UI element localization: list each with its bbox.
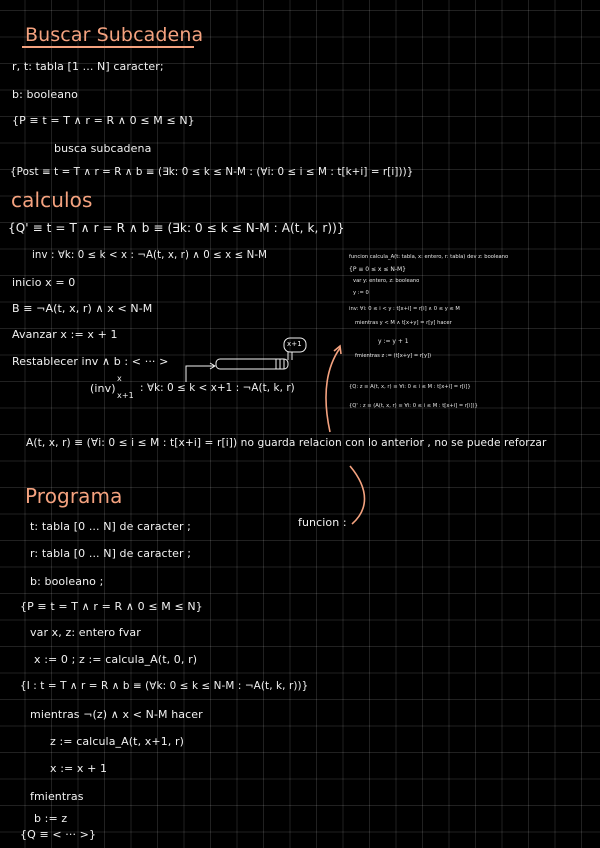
sketch-hatch [276,359,284,369]
sketch-marker-box [284,338,306,352]
side-note-2: {P ≡ 0 ≤ x ≤ N-M} [349,266,406,273]
calculos-heading: calculos [11,188,93,212]
programa-heading: Programa [25,484,123,508]
page-title: Buscar Subcadena [25,24,204,46]
programa-line-8: mientras ¬(z) ∧ x < N-M hacer [30,708,203,721]
sketch-rectangle [216,359,288,369]
sketch-arrow-left [186,366,214,382]
substitution-superscript: x [117,374,122,383]
substitution-subscript: x+1 [117,391,134,400]
sketch-curve-up [326,348,340,432]
calculos-inicio: inicio x = 0 [12,276,76,289]
side-note-5: inv: ∀i: 0 ≤ i < y : t[x+i] = r[i] ∧ 0 ≤ y ≤ M [349,306,460,312]
calculos-condition-b: B ≡ ¬A(t, x, r) ∧ x < N-M [12,302,153,315]
funcion-label: funcion : [298,516,347,529]
programa-line-10: x := x + 1 [50,762,108,775]
side-note-3: var y: entero, z: booleano [353,278,420,284]
calculos-invariant: inv : ∀k: 0 ≤ k < x : ¬A(t, x, r) ∧ 0 ≤ x ≤ N-M [32,250,267,261]
sketch-curve-funcion [350,466,365,524]
side-note-8: fmientras z := (t[x+y] = r[y]) [355,353,432,359]
side-note-4: y := 0 [353,290,369,296]
sketch-marker-label: x+1 [287,340,302,348]
spec-precondition: {P ≡ t = T ∧ r = R ∧ 0 ≤ M ≤ N} [12,114,195,127]
programa-line-4: {P ≡ t = T ∧ r = R ∧ 0 ≤ M ≤ N} [20,600,203,613]
substitution-body: : ∀k: 0 ≤ k < x+1 : ¬A(t, k, r) [140,382,295,394]
programa-line-11: fmientras [30,790,84,803]
a-definition: A(t, x, r) ≡ (∀i: 0 ≤ i ≤ M : t[x+i] = r[i]) no guarda relacion con lo anterior , no se puede reforzar [26,437,547,449]
spec-declaration-2: b: booleano [12,88,78,101]
programa-line-13: {Q ≡ < ··· >} [20,828,97,841]
spec-declaration-1: r, t: tabla [1 ... N] caracter; [12,60,164,73]
programa-line-1: t: tabla [0 ... N] de caracter ; [30,520,191,533]
programa-line-5: var x, z: entero fvar [30,626,141,639]
side-note-9: {Q: z ≡ A(t, x, r) ≡ ∀i: 0 ≤ i ≤ M : t[x+i] = r[i]} [349,384,471,390]
substitution-inv: (inv) [90,382,116,395]
programa-line-12: b := z [34,812,68,825]
side-note-10: {Q' : z ≡ (A(t, x, r) ≡ ∀i: 0 ≤ i ≤ M : t[x+i] = r[i])} [349,403,478,409]
spec-postcondition: {Post ≡ t = T ∧ r = R ∧ b ≡ (∃k: 0 ≤ k ≤ N-M : (∀i: 0 ≤ i ≤ M : t[k+i] = r[i]))} [10,166,414,178]
programa-line-7: {I : t = T ∧ r = R ∧ b ≡ (∀k: 0 ≤ k ≤ N-M : ¬A(t, k, r))} [20,680,309,692]
programa-line-3: b: booleano ; [30,575,104,588]
calculos-restablecer: Restablecer inv ∧ b : < ··· > [12,355,169,368]
sketch-marker-stem [288,352,292,360]
programa-line-6: x := 0 ; z := calcula_A(t, 0, r) [34,653,198,666]
side-note-1: funcion calcula_A(t: tabla, x: entero, r: tabla) dev z: booleano [349,254,509,260]
calculos-q-prime: {Q' ≡ t = T ∧ r = R ∧ b ≡ (∃k: 0 ≤ k ≤ N-M : A(t, k, r))} [8,221,345,235]
programa-line-2: r: tabla [0 ... N] de caracter ; [30,547,192,560]
calculos-avanzar: Avanzar x := x + 1 [12,328,118,341]
programa-line-9: z := calcula_A(t, x+1, r) [50,735,185,748]
spec-call: busca subcadena [54,142,152,155]
side-note-7: y := y + 1 [378,338,409,345]
side-note-6: mientras y < M ∧ t[x+y] = r[y] hacer [355,320,452,326]
